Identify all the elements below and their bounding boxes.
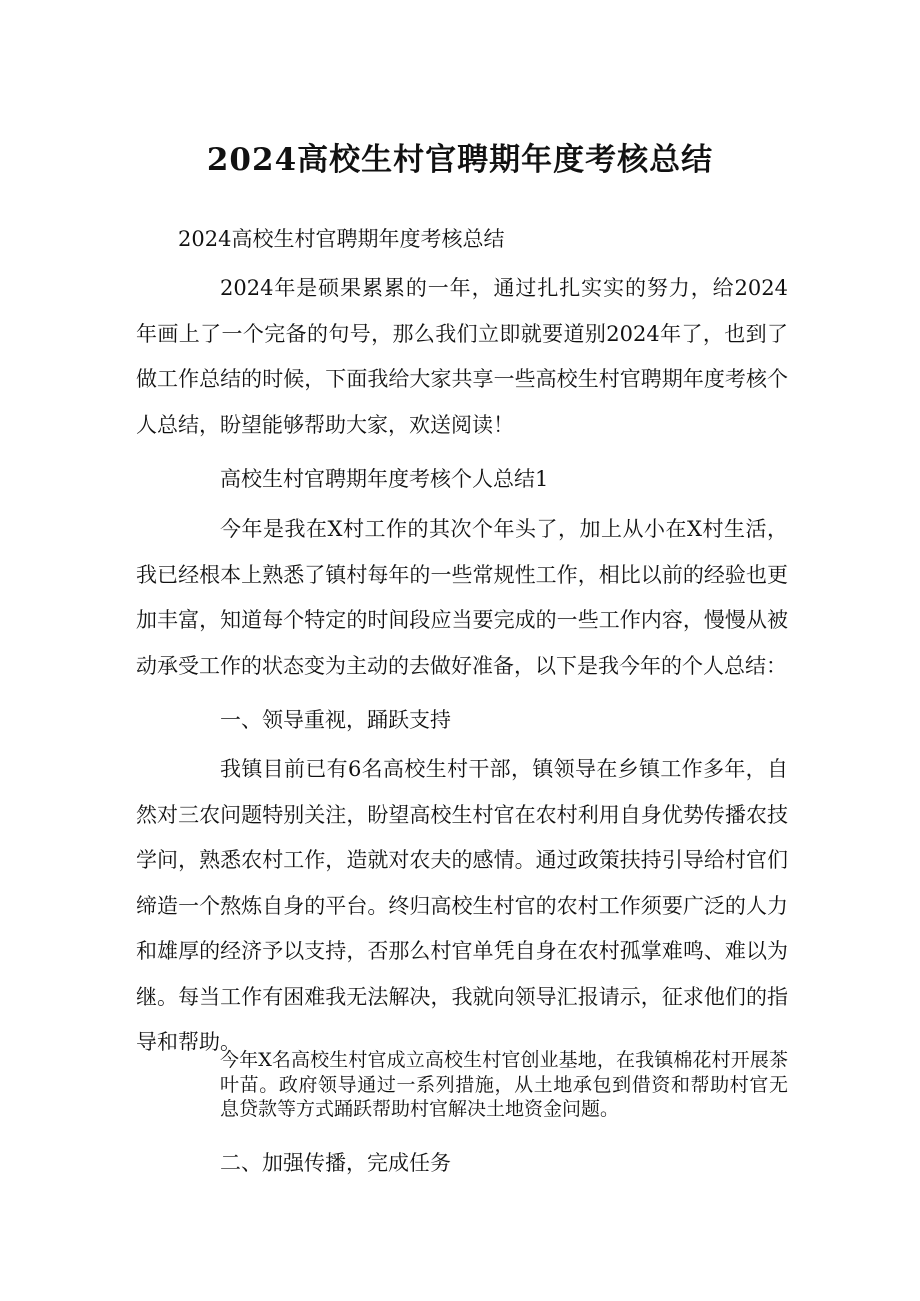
intro-paragraph: 2024年是硕果累累的一年，通过扎扎实实的努力，给2024年画上了一个完备的句号，那么我们立即就要道别2024年了，也到了做工作总结的时候，下面我给大家共享一些高校生村官聘期年度考核个人总结，盼望能够帮助大家，欢送阅读！ bbox=[136, 276, 788, 437]
paragraph-3: 今年X名高校生村官成立高校生村官创业基地，在我镇棉花村开展茶叶苗。政府领导通过一系列措施，从土地承包到借资和帮助村官无息贷款等方式踊跃帮助村官解决土地资金问题。 bbox=[220, 1049, 788, 1120]
section-title: 高校生村官聘期年度考核个人总结1 bbox=[220, 467, 549, 491]
paragraph-1: 今年是我在X村工作的其次个年头了，加上从小在X村生活，我已经根本上熟悉了镇村每年的一些常规性工作，相比以前的经验也更加丰富，知道每个特定的时间段应当要完成的一些工作内容，慢慢从被动承受工作的状态变为主动的去做好准备，以下是我今年的个人总结： bbox=[136, 517, 788, 678]
document-title: 2024高校生村官聘期年度考核总结 bbox=[206, 142, 714, 178]
heading-1: 一、领导重视，踊跃支持 bbox=[220, 708, 451, 732]
heading-2: 二、加强传播，完成任务 bbox=[220, 1151, 451, 1175]
paragraph-2: 我镇目前已有6名高校生村干部，镇领导在乡镇工作多年，自然对三农问题特别关注，盼望高校生村官在农村利用自身优势传播农技学问，熟悉农村工作，造就对农夫的感情。通过政策扶持引导给村官们缔造一个熬炼自身的平台。终归高校生村官的农村工作须要广泛的人力和雄厚的经济予以支持，否那么村官单凭自身在农村孤掌难鸣、难以为继。每当工作有困难我无法解决，我就向领导汇报请示，征求他们的指导和帮助。 bbox=[136, 757, 788, 1054]
document-subtitle: 2024高校生村官聘期年度考核总结 bbox=[178, 227, 505, 251]
